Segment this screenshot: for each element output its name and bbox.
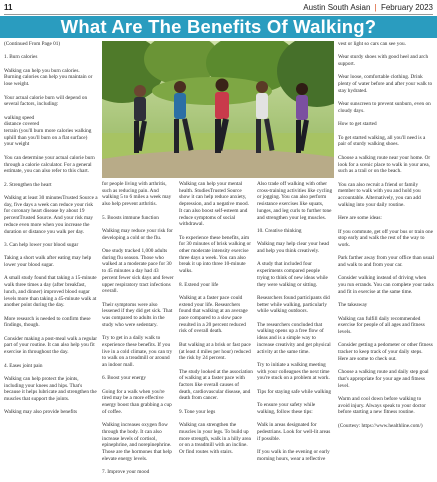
paragraph: Consider making a post-meal walk a regular part of your routine. It can also help you fit exercise in throughout the day.: [4, 335, 98, 356]
paragraph: Choose a walking route and daily step goal that's appropriate for your age and fitness level.: [338, 369, 429, 389]
paragraph: You can determine your actual calorie burn through a calorie calculator. For a general estimate, you can also refer to this chart.: [4, 154, 95, 175]
paragraph: The study looked at the association of walking at a faster pace with factors like overall causes of death, cardiovascular disease, and death from cancer.: [179, 368, 253, 402]
paragraph: Going for a walk when you're tired may be a more effective energy boost than grabbing a cup of coffee.: [102, 388, 172, 415]
paragraph: Walking can help protect the joints, including your knees and hips. That's because it helps lubricate and strengthen the muscles that support the joints.: [4, 375, 97, 403]
header-rule: [4, 14, 433, 15]
paragraph: Wear sunscreen to prevent sunburn, even on cloudy days.: [338, 101, 431, 114]
text-column-1: [4, 41, 98, 423]
publication-name: Austin South Asian: [303, 3, 371, 12]
paragraph: More research is needed to confirm these findings, though.: [4, 315, 91, 329]
paragraph: Walking at least 30 minutesTrusted Source a day, five days a week can reduce your risk for coronary heart disease by about 19 percentTrusted Source. And your risk may reduce even more when you increase the duration or distance you walk per day.: [4, 195, 98, 235]
paragraph: Warm and cool down before walking to avoid injury. Always speak to your doctor before starting a new fitness routine.: [338, 396, 426, 416]
page-header: [4, 2, 433, 16]
paragraph: 10. Creative thinking: [257, 227, 302, 234]
paragraph: 5. Boosts immune function: [102, 214, 159, 221]
paragraph: Tips for staying safe while walking: [257, 388, 332, 395]
paragraph: A study that included four experiments compared people trying to think of new ideas while they were walking or sitting.: [257, 261, 328, 288]
paragraph: Consider getting a pedometer or other fitness tracker to keep track of your daily steps. Here are some to check out.: [338, 342, 433, 362]
paragraph: 8. Extend your life: [179, 281, 219, 288]
paragraph: Taking a short walk after eating may help lower your blood sugar.: [4, 255, 92, 269]
paragraph: (Courtesy: https://www.healthline.com/): [338, 422, 423, 429]
paragraph: Try to initiate a walking meeting with your colleagues the next time you're stuck on a problem at work.: [257, 361, 330, 382]
paragraph: Wear sturdy shoes with good heel and arch support.: [338, 54, 429, 68]
article-title: What Are The Benefits Of Walking?: [60, 16, 377, 37]
paragraph: 7. Improve your mood: [102, 469, 150, 476]
paragraph: You can also recruit a friend or family member to walk with you and hold you accountable. Alternatively, you can add walking into your daily routine.: [338, 181, 421, 208]
paragraph: Your actual calorie burn will depend on several factors, including:: [4, 94, 88, 108]
paragraph: Also trade off walking with other cross-training activities like cycling or jogging. You can also perform resistance exercises like squats, lunges, and leg curls to further tone and strengthen your leg muscles.: [257, 181, 333, 221]
issue-date: February 2023: [380, 3, 433, 12]
paragraph: 9. Tone your legs: [179, 408, 216, 415]
paragraph: Choose a walking route near your home. Or look for a scenic place to walk in your area, such as a trail or on the beach.: [338, 154, 431, 175]
paragraph: To get started walking, all you'll need is a pair of sturdy walking shoes.: [338, 134, 426, 148]
publication-info: [303, 3, 433, 12]
text-column-3: [179, 181, 253, 462]
paragraph: 1. Burn calories: [4, 54, 38, 61]
paragraph: Researchers found participants did better while walking, particularly while walking outdoors.: [257, 294, 330, 315]
paragraph: Consider walking instead of driving when you run errands. You can complete your tasks and fit in exercise at the same time.: [338, 275, 434, 295]
paragraph: vest or light so cars can see you.: [338, 41, 406, 47]
text-column-2: [102, 181, 175, 482]
paragraph: 6. Boost your energy: [102, 375, 146, 382]
paragraph: One study tracked 1,000 adults during flu season. Those who walked at a moderate pace for 30 to 45 minutes a day had 43 percent fewer sick days and fewer upper respiratory tract infections overall.: [102, 247, 174, 295]
paragraph: for people living with arthritis, such as reducing pain. And walking 5 to 6 miles a week may also help prevent arthritis.: [102, 181, 172, 208]
paragraph: How to get started: [338, 121, 377, 128]
paragraph: But walking at a brisk or fast pace (at least 4 miles per hour) reduced the risk by 24 percent.: [179, 341, 251, 362]
paragraph: Walking can fulfill daily recommended exercise for people of all ages and fitness levels.: [338, 315, 425, 336]
header-separator: |: [374, 3, 377, 12]
title-banner: [0, 16, 437, 38]
text-column-5: [338, 41, 434, 436]
page-number: 11: [4, 3, 13, 12]
paragraph: Walking can strengthen the muscles in your legs. To build up more strength, walk in a hilly area or on a treadmill with an incline. Or find routes with stairs.: [179, 422, 251, 456]
paragraph: If you commute, get off your bus or train one stop early and walk the rest of the way to work.: [338, 228, 433, 248]
paragraph: 2. Strengthen the heart: [4, 181, 52, 188]
article-photo: [102, 41, 334, 178]
paragraph: Their symptoms were also lessened if they did get sick. That was compared to adults in the study who were sedentary.: [102, 301, 173, 328]
paragraph: If you walk in the evening or early morning hours, wear a reflective: [257, 448, 330, 462]
paragraph: Walking may help clear your head and help you think creatively.: [257, 241, 330, 254]
paragraph: Walking increases oxygen flow through the body. It can also increase levels of cortisol, epinephrine, and norepinephrine. Those are the hormones that help elevate energy levels.: [102, 422, 172, 462]
paragraph: Wear loose, comfortable clothing. Drink plenty of water before and after your walk to stay hydrated.: [338, 74, 433, 94]
paragraph: A small study found that taking a 15-minute walk three times a day (after breakfast, lunch, and dinner) improved blood sugar levels more than taking a 45-minute walk at another point during the day.: [4, 275, 97, 309]
paragraph: Walking may also provide benefits: [4, 409, 78, 416]
paragraph: (Continued From Page 01): [4, 41, 61, 47]
paragraph: Walking may reduce your risk for developing a cold or the flu.: [102, 227, 173, 241]
paragraph: 3. Can help lower your blood sugar: [4, 241, 79, 248]
paragraph: Walk in areas designated for pedestrians. Look for well-lit areas if possible.: [257, 422, 331, 442]
paragraph: The researchers concluded that walking opens up a free flow of ideas and is a simple way to increase creativity and get physical activity at the same time.: [257, 321, 331, 355]
paragraph: To experience these benefits, aim for 30 minutes of brisk walking or other moderate intensity exercise three days a week. You can also break it up into three 10-minute walks.: [179, 234, 252, 275]
text-column-4: [257, 181, 333, 469]
paragraph: Walking can help your mental health. StudiesTrusted Source show it can help reduce anxiety, depression, and a negative mood. It can also boost self-esteem and reduce symptoms of social withdrawal.: [179, 181, 249, 228]
paragraph: Walking at a faster pace could extend your life. Researchers found that walking at an average pace compared to a slow pace resulted in a 20 percent reduced risk of overall death.: [179, 294, 248, 335]
paragraph: Try to get in a daily walk to experience these benefits. If you live in a cold climate, you can try to walk on a treadmill or around an indoor mall.: [102, 335, 173, 368]
paragraph: 4. Eases joint pain: [4, 362, 43, 369]
paragraph: Here are some ideas:: [338, 215, 382, 222]
paragraph: Walking can help you burn calories. Burning calories can help you maintain or lose weight.: [4, 67, 93, 88]
paragraph: walking speed distance covered terrain (you'll burn more calories walking uphill than you'll burn on a flat surface) your weight: [4, 114, 92, 148]
walking-photo-illustration: [102, 41, 334, 178]
paragraph: The takeaway: [338, 302, 368, 309]
paragraph: To ensure your safety while walking, follow these tips:: [257, 402, 316, 415]
paragraph: Park farther away from your office than usual and walk to and from your car.: [338, 255, 434, 269]
